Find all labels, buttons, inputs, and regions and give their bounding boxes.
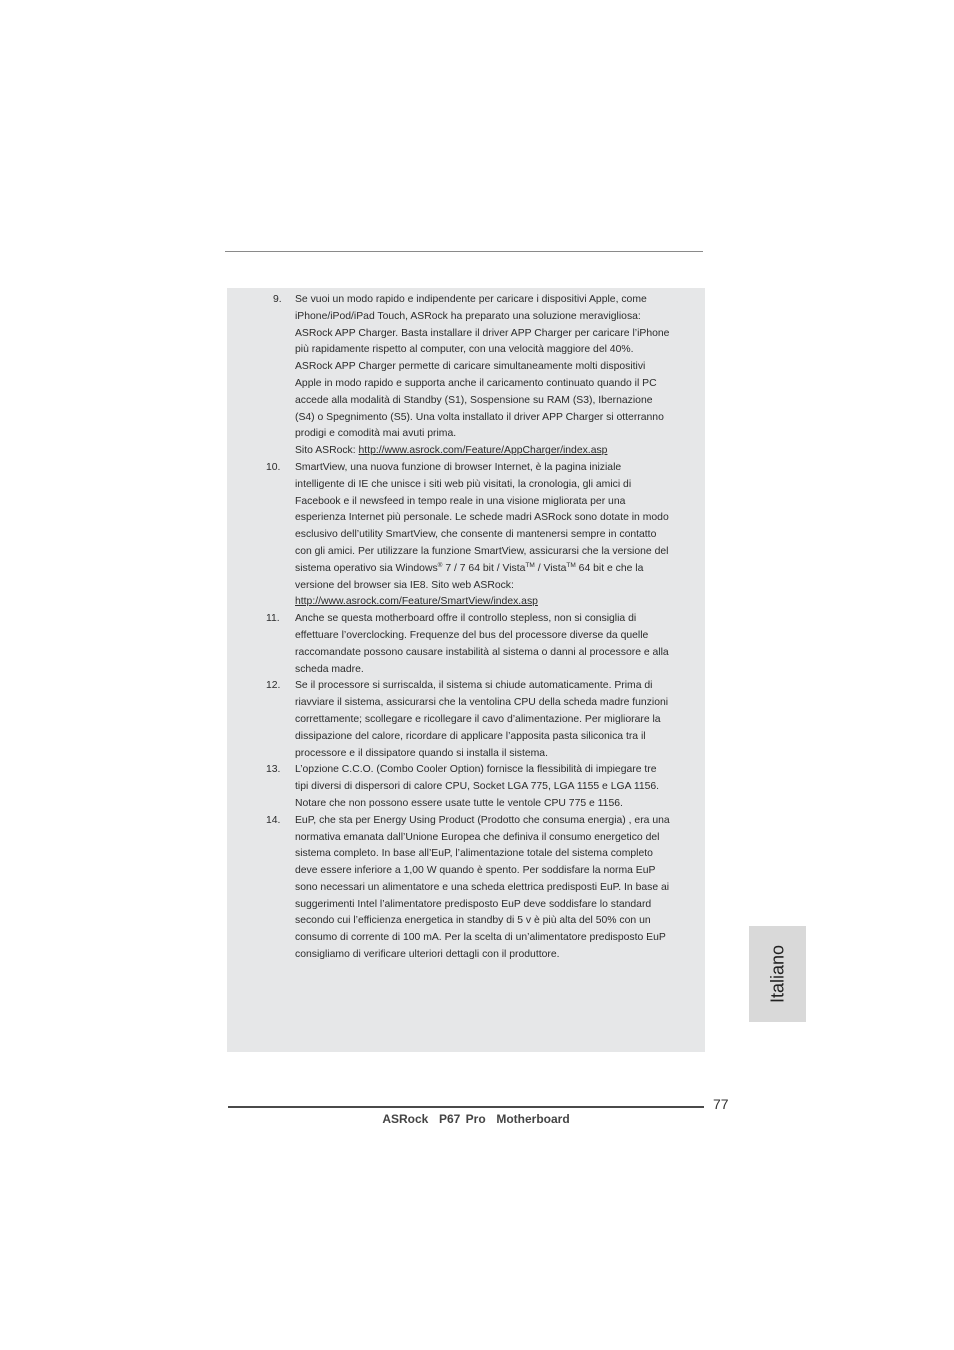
text-part: / Vista [534,562,567,574]
appcharger-link[interactable]: http://www.asrock.com/Feature/AppCharger/index.asp [358,445,608,457]
list-item-12 [266,678,671,762]
item-number: 9. [273,294,282,305]
site-label: Sito ASRock: [295,445,359,457]
text-part: 7 / 7 64 bit / Vista [442,562,526,574]
list-item-9 [266,292,671,460]
item-site-line [295,443,671,460]
item-text: Se il processore si surriscalda, il sistema si chiude automaticamente. Prima di riavviare il sistema, assicurarsi che la ventolina CPU della scheda madre funzioni correttamente; scollegare e ricollegare il cavo d’alimentazione. Per migliorare la dissipazione del calore, ricordare di applicare l’apposita pasta siliconica tra il processore e il dissipatore quando si installa il sistema. [295,680,669,759]
item-text: Se vuoi un modo rapido e indipendente per caricare i dispositivi Apple, come iPhone/iPod/iPad Touch, ASRock ha preparato una soluzione meravigliosa: ASRock APP Charger. Basta installare il driver APP Charger per caricare l’iPhone più rapidamente rispetto al computer, con una velocità maggiore del 40%. ASRock APP Charger permette di caricare simultaneamente molti dispositivi Apple in modo rapido e supporta anche il caricamento continuato quando il PC accede alla modalità di Standby (S1), Sospensione su RAM (S3), Ibernazione (S4) o Spegnimento (S5). Una volta installato il driver APP Charger si otterranno prodigi e comodità mai avuti prima. [295,294,670,440]
notes-list [266,292,671,964]
bottom-divider [228,1106,704,1108]
language-tab [749,926,806,1022]
smartview-link[interactable]: http://www.asrock.com/Feature/SmartView/index.asp [295,596,538,608]
item-number: 10. [266,461,281,473]
item-text: EuP, che sta per Energy Using Product (Prodotto che consuma energia) , era una normativa emanata dall’Unione Europea che definiva il consumo energetico del sistema completo. In base all’EuP, l’alimentazione totale del sistema completo deve essere inferiore a 1,00 W quando è spento. Per soddisfare la norma EuP sono necessari un alimentatore e una scheda elettrica predisposti EuP. In base ai suggerimenti Intel l’alimentatore predisposto EuP deve soddisfare lo standard secondo cui l’efficienza energetica in standby di 5 v è più alta del 50% con un consumo di corrente di 100 mA. Per la scelta di un’alimentatore predisposto EuP consigliamo di verificare ulteriori dettagli con il produttore. [295,814,670,961]
language-label: Italiano [767,944,787,1004]
list-item-13 [266,762,671,812]
trademark-mark: TM [525,561,535,569]
text-part: 64 bit e che la versione del browser sia IE8. Sito web ASRock: [295,562,644,591]
item-number: 14. [266,814,281,826]
item-number: 13. [266,764,281,776]
item-number: 11. [266,613,280,625]
item-text: Anche se questa motherboard offre il controllo stepless, non si consiglia di effettuare l’overclocking. Frequenze del bus del processore diverse da quelle raccomandate possono causare instabilità al sistema o danni al processore e alla scheda madre. [295,613,669,675]
item-text: L’opzione C.C.O. (Combo Cooler Option) fornisce la flessibilità di impiegare tre tipi diversi di dispersori di calore CPU, Socket LGA 775, LGA 1155 e LGA 1156. Notare che non possono essere usate tutte le ventole CPU 775 e 1156. [295,764,660,809]
trademark-mark: TM [566,561,576,569]
top-divider [225,251,703,252]
list-item-14 [266,813,671,964]
list-item-11 [266,611,671,678]
footer-title: ASRock P67 Pro Motherboard [382,1112,570,1126]
item-number: 12. [266,680,281,692]
page-number: 77 [713,1096,729,1112]
list-item-10 [266,460,671,611]
registered-mark: ® [437,561,443,569]
text-part: SmartView, una nuova funzione di browser Internet, è la pagina iniziale intelligente di IE che unisce i siti web più visitati, la cronologia, gli amici di Facebook e il newsfeed in tempo reale in una visione migliorata per una esperienza Internet più personale. Le schede madri ASRock sono dotate in modo esclusivo dell’utility SmartView, che consente di mantenersi sempre in contatto con gli amici. Per utilizzare la funzione SmartView, assicurarsi che la versione del sistema operativo sia Windows [295,461,669,574]
item-text [295,460,671,611]
